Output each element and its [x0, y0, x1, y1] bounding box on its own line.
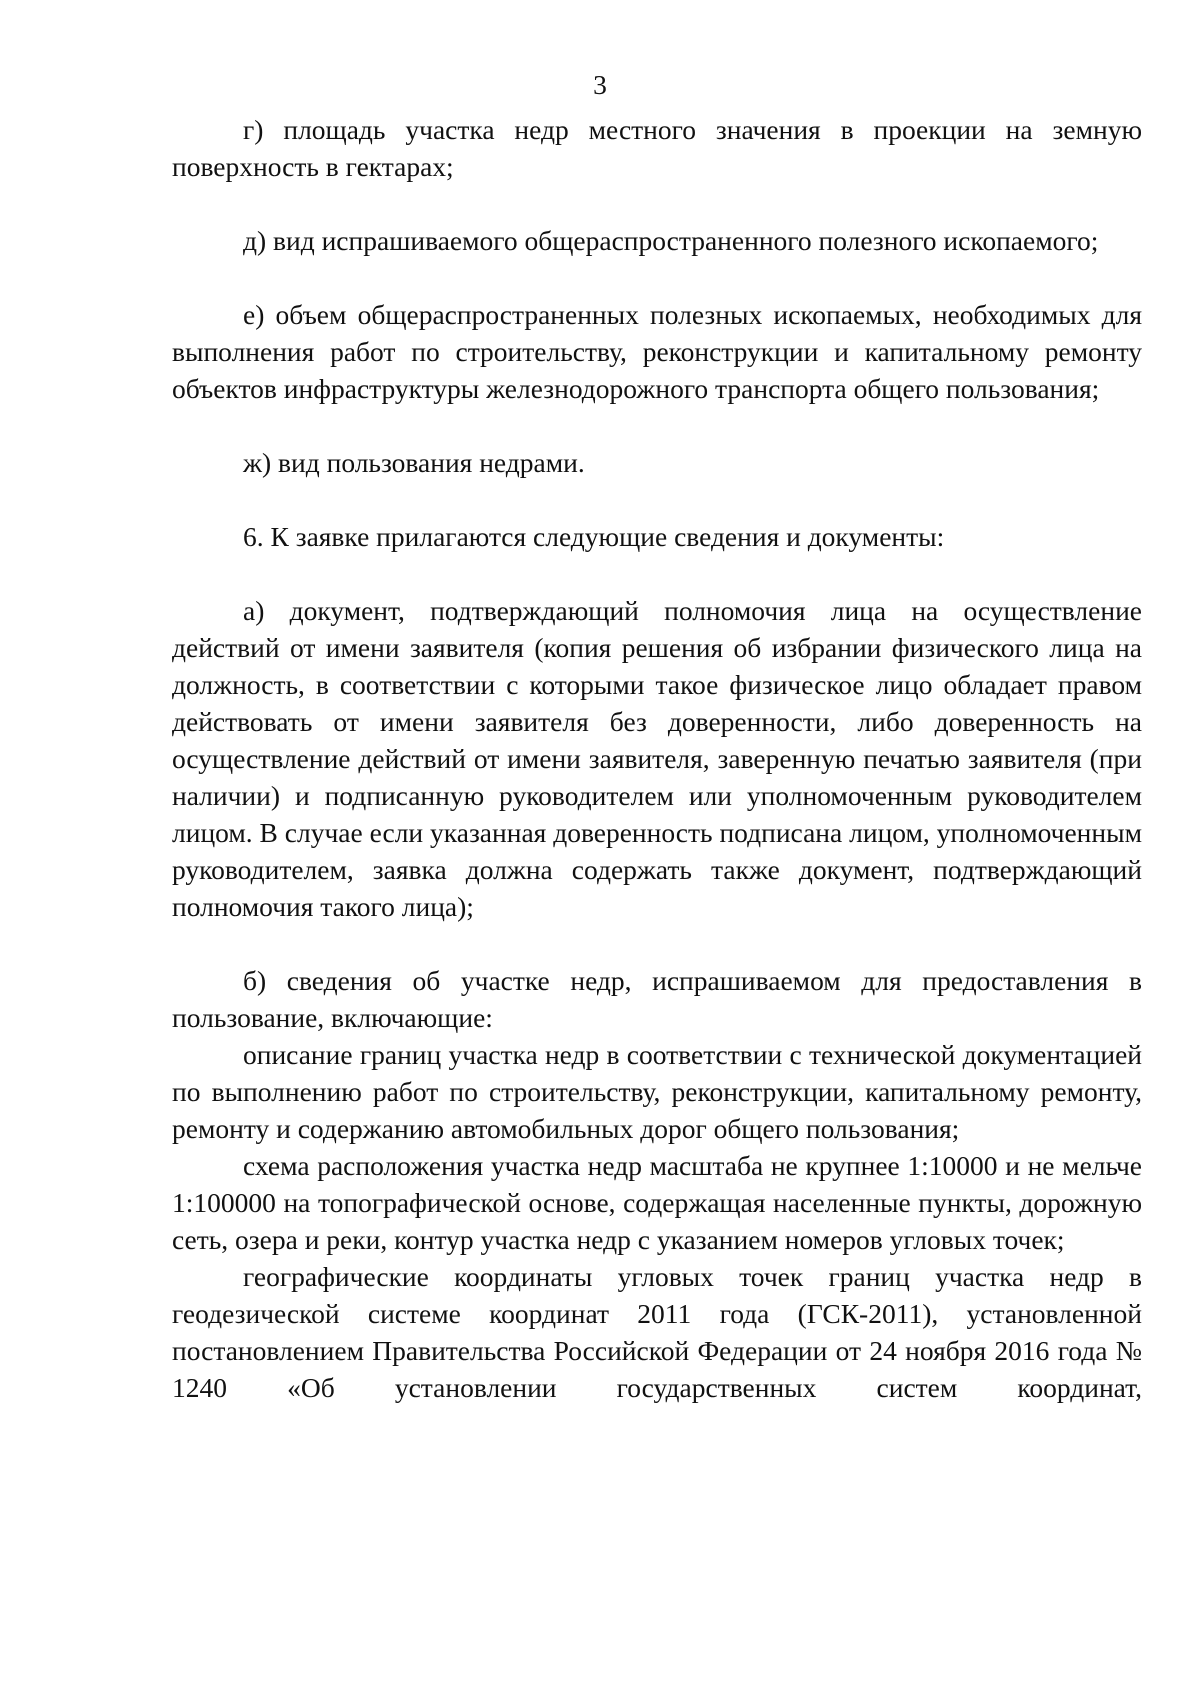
paragraph-boundary-description: описание границ участка недр в соответствии с технической документацией по выполнению работ по строительству, реконструкции, капитальному ремонту, ремонту и содержанию автомобильных дорог общего пользования; [172, 1039, 1142, 1144]
page-number: 3 [593, 69, 607, 100]
paragraph-a-authority-document: а) документ, подтверждающий полномочия лица на осуществление действий от имени заявителя (копия решения об избрании физического лица на должность, в соответствии с которыми такое физическое лицо обладает правом действовать от имени заявителя без доверенности, либо доверенность на осуществление действий от имени заявителя, заверенную печатью заявителя (при наличии) и подписанную руководителем или уполномоченным руководителем лицом. В случае если указанная доверенность подписана лицом, уполномоченным руководителем, заявка должна содержать также документ, подтверждающий полномочия такого лица); [172, 595, 1142, 922]
paragraph-e-volume: е) объем общераспространенных полезных ископаемых, необходимых для выполнения работ по строительству, реконструкции и капитальному ремонту объектов инфраструктуры железнодорожного транспорта общего пользования; [172, 299, 1142, 404]
paragraph-location-scheme: схема расположения участка недр масштаба не крупнее 1:10000 и не мельче 1:100000 на топографической основе, содержащая населенные пункты, дорожную сеть, озера и реки, контур участка недр с указанием номеров угловых точек; [172, 1150, 1142, 1255]
paragraph-d-mineral-type: д) вид испрашиваемого общераспространенного полезного ископаемого; [243, 225, 1099, 256]
paragraph-g-area: г) площадь участка недр местного значения в проекции на земную поверхность в гектарах; [172, 114, 1142, 182]
paragraph-6-attachments: 6. К заявке прилагаются следующие сведения и документы: [243, 521, 945, 552]
paragraph-geographic-coordinates: географические координаты угловых точек границ участка недр в геодезической системе координат 2011 года (ГСК-2011), установленной постановлением Правительства Российской Федерации от 24 ноября 2016 года № 1240 «Об установлении государственных систем координат, [172, 1261, 1142, 1403]
document-body [172, 111, 1142, 1406]
paragraph-b-site-info: б) сведения об участке недр, испрашиваемом для предоставления в пользование, включающие: [172, 965, 1142, 1033]
paragraph-zh-usage-type: ж) вид пользования недрами. [243, 447, 585, 478]
